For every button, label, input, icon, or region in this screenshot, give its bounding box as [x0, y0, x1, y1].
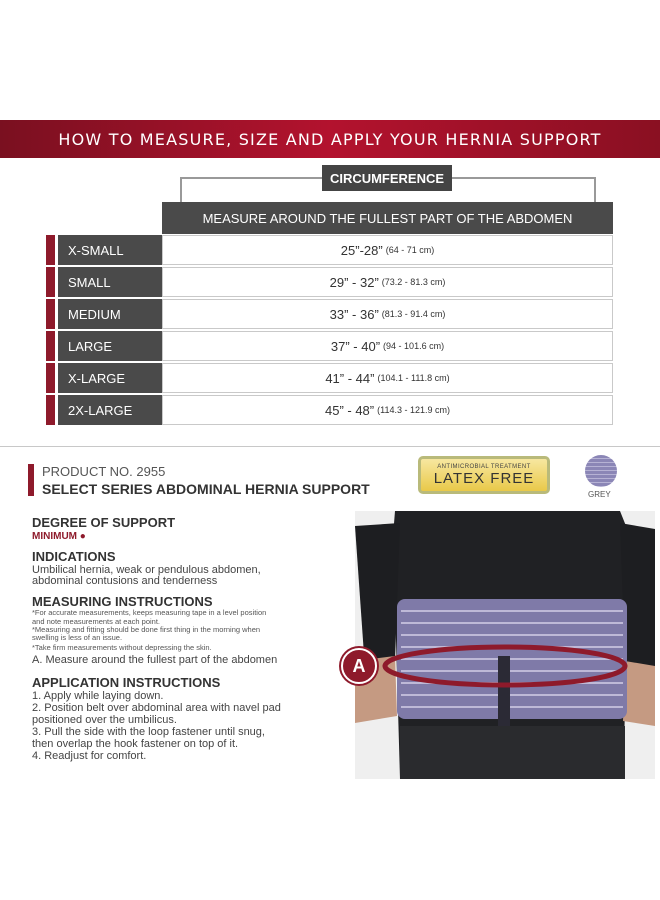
range-cm: (114.3 - 121.9 cm) — [377, 405, 450, 415]
range-inches: 45” - 48” — [324, 402, 375, 418]
range-inches: 41” - 44” — [325, 370, 375, 386]
measuring-note: *Measuring and fitting should be done first thing in the morning when — [32, 625, 261, 634]
section-divider — [0, 446, 660, 447]
latex-free-badge — [418, 456, 550, 494]
size-range — [162, 235, 613, 265]
range-inches: 29” - 32” — [329, 274, 379, 290]
measuring-note: and note measurements at each point. — [32, 617, 160, 626]
size-range — [162, 299, 613, 329]
range-cm: (73.2 - 81.3 cm) — [381, 277, 446, 287]
badge-line2: LATEX FREE — [433, 469, 535, 487]
measuring-note: *Take firm measurements without depressing the skin. — [32, 643, 212, 652]
badge-line1: ANTIMICROBIAL TREATMENT — [437, 463, 531, 470]
measuring-title: MEASURING INSTRUCTIONS — [32, 594, 213, 609]
row-accent — [46, 363, 55, 393]
size-range — [162, 363, 613, 393]
table-row — [46, 235, 613, 265]
range-cm: (64 - 71 cm) — [385, 245, 435, 255]
indications-title: INDICATIONS — [32, 549, 116, 564]
row-accent — [46, 395, 55, 425]
measuring-note: *For accurate measurements, keeps measuring tape in a level position — [32, 608, 267, 617]
row-accent — [46, 299, 55, 329]
size-label: LARGE — [58, 331, 206, 361]
range-inches: 25”-28” — [340, 242, 383, 258]
swatch-label: GREY — [588, 490, 611, 499]
range-inches: 33” - 36” — [329, 306, 379, 322]
model-wearing-belt-illustration — [355, 511, 655, 779]
measure-column-header: MEASURE AROUND THE FULLEST PART OF THE ABDOMEN — [162, 202, 613, 234]
application-line: 3. Pull the side with the loop fastener until snug, — [32, 726, 265, 738]
application-line: 4. Readjust for comfort. — [32, 750, 147, 762]
size-range — [162, 331, 613, 361]
table-row — [46, 267, 613, 297]
product-number: PRODUCT NO. 2955 — [42, 464, 166, 479]
application-line: 1. Apply while laying down. — [32, 690, 164, 702]
application-line: then overlap the hook fastener on top of it. — [32, 738, 239, 750]
application-title: APPLICATION INSTRUCTIONS — [32, 675, 221, 690]
range-inches: 37” - 40” — [330, 338, 381, 354]
table-row — [46, 363, 613, 393]
row-accent — [46, 235, 55, 265]
range-cm: (94 - 101.6 cm) — [383, 341, 445, 351]
size-label: X-SMALL — [58, 235, 206, 265]
support-level: MINIMUM ● — [32, 531, 86, 542]
size-label: MEDIUM — [58, 299, 206, 329]
measuring-note: swelling is less of an issue. — [32, 633, 123, 642]
row-accent — [46, 331, 55, 361]
size-label: X-LARGE — [58, 363, 206, 393]
product-name: SELECT SERIES ABDOMINAL HERNIA SUPPORT — [42, 481, 370, 497]
support-title: DEGREE OF SUPPORT — [32, 515, 176, 530]
application-line: 2. Position belt over abdominal area with navel pad — [32, 702, 281, 714]
size-label: 2X-LARGE — [58, 395, 206, 425]
table-row — [46, 299, 613, 329]
grey-swatch-icon — [585, 455, 617, 487]
circumference-label: CIRCUMFERENCE — [322, 165, 452, 191]
indications-line: abdominal contusions and tenderness — [32, 575, 218, 587]
product-accent — [28, 464, 34, 496]
range-cm: (104.1 - 111.8 cm) — [377, 373, 450, 383]
size-range — [162, 395, 613, 425]
title-banner — [0, 120, 660, 158]
table-row — [46, 395, 613, 425]
range-cm: (81.3 - 91.4 cm) — [381, 309, 446, 319]
product-photo — [355, 511, 655, 779]
size-range — [162, 267, 613, 297]
indications-line: Umbilical hernia, weak or pendulous abdomen, — [32, 564, 261, 576]
marker-a-icon: A — [341, 648, 377, 684]
measuring-step-a: A. Measure around the fullest part of the abdomen — [32, 654, 278, 666]
application-line: positioned over the umbilicus. — [32, 714, 177, 726]
size-label: SMALL — [58, 267, 206, 297]
row-accent — [46, 267, 55, 297]
table-row — [46, 331, 613, 361]
banner-title: HOW TO MEASURE, SIZE AND APPLY YOUR HERNIA SUPPORT — [58, 129, 602, 149]
